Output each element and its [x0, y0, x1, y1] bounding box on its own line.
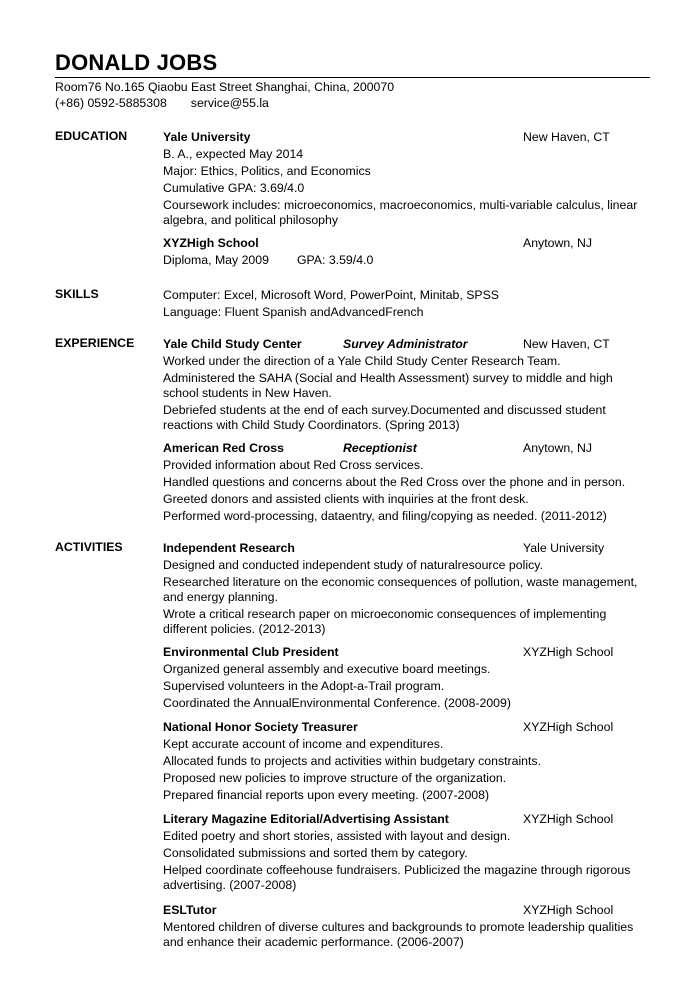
- entry-title: Environmental Club President: [163, 645, 339, 659]
- entry-title: Independent Research: [163, 541, 295, 555]
- entry-line: Designed and conducted independent study of naturalresource policy.: [163, 558, 543, 572]
- activity-entry-research: [163, 540, 643, 637]
- entry-title: XYZHigh School: [163, 236, 259, 250]
- contact-address: Room76 No.165 Qiaobu East Street Shanghai, China, 200070: [55, 80, 395, 94]
- header-divider: [55, 77, 650, 78]
- entry-location: Anytown, NJ: [523, 236, 593, 250]
- entry-title: American Red Cross: [163, 441, 284, 455]
- entry-title: Yale University: [163, 130, 251, 144]
- education-entry-yale: [163, 129, 643, 228]
- entry-header: [163, 540, 643, 556]
- entry-location: New Haven, CT: [523, 130, 610, 144]
- resume-name: DONALD JOBS: [55, 50, 218, 75]
- entry-line: Administered the SAHA (Social and Health Assessment) survey to middle and high school students in New Haven.: [163, 371, 613, 400]
- entry-header: [163, 129, 643, 145]
- entry-line: Proposed new policies to improve structure of the organization.: [163, 771, 507, 785]
- activity-entry-nhs: [163, 719, 643, 803]
- contact-email: service@55.la: [190, 96, 269, 110]
- entry-line: Handled questions and concerns about the Red Cross over the phone and in person.: [163, 475, 626, 489]
- activity-entry-env-club: [163, 644, 643, 711]
- entry-line: Cumulative GPA: 3.69/4.0: [163, 181, 305, 195]
- entry-header: [163, 811, 643, 827]
- entry-location: Yale University: [523, 541, 605, 555]
- gpa-text: GPA: 3.59/4.0: [296, 253, 374, 267]
- entry-line: Kept accurate account of income and expenditures.: [163, 737, 444, 751]
- contact-line: [55, 95, 269, 111]
- contact-phone: (+86) 0592-5885308: [55, 96, 167, 110]
- entry-line: Greeted donors and assisted clients with inquiries at the front desk.: [163, 492, 529, 506]
- skills-block: [163, 287, 643, 320]
- entry-title: National Honor Society Treasurer: [163, 720, 358, 734]
- entry-line: Consolidated submissions and sorted them by category.: [163, 846, 468, 860]
- entry-header: [163, 644, 643, 660]
- entry-header: [163, 902, 643, 918]
- entry-header: [163, 336, 643, 352]
- entry-line: B. A., expected May 2014: [163, 147, 304, 161]
- entry-header: [163, 719, 643, 735]
- entry-line: Worked under the direction of a Yale Child Study Center Research Team.: [163, 354, 561, 368]
- entry-location: Anytown, NJ: [523, 441, 593, 455]
- section-label-skills: SKILLS: [55, 287, 99, 301]
- entry-line: Mentored children of diverse cultures and backgrounds to promote leadership qualities and enhance their academic performance. (2006-2007): [163, 920, 634, 949]
- entry-location: XYZHigh School: [523, 720, 614, 734]
- activity-entry-literary: [163, 811, 643, 893]
- experience-entry-red-cross: [163, 440, 643, 524]
- entry-role: Survey Administrator: [343, 337, 468, 351]
- skills-line: Computer: Excel, Microsoft Word, PowerPoint, Minitab, SPSS: [163, 288, 500, 302]
- entry-line: Major: Ethics, Politics, and Economics: [163, 164, 371, 178]
- entry-line: Prepared financial reports upon every meeting. (2007-2008): [163, 788, 490, 802]
- entry-title: Yale Child Study Center: [163, 337, 302, 351]
- section-label-activities: ACTIVITIES: [55, 540, 123, 554]
- entry-line: Allocated funds to projects and activities within budgetary constraints.: [163, 754, 541, 768]
- entry-title: ESLTutor: [163, 903, 217, 917]
- section-label-education: EDUCATION: [55, 129, 128, 143]
- entry-header: [163, 440, 643, 456]
- entry-line: Wrote a critical research paper on microeconomic consequences of implementing different policies. (2012-2013): [163, 607, 607, 636]
- entry-role: Receptionist: [343, 441, 417, 455]
- entry-line: Helped coordinate coffeehouse fundraisers. Publicized the magazine through rigorous advertising. (2007-2008): [163, 863, 631, 892]
- education-entry-highschool: [163, 235, 643, 268]
- entry-line: Supervised volunteers in the Adopt-a-Trail program.: [163, 679, 445, 693]
- skills-line: Language: Fluent Spanish andAdvancedFrench: [163, 305, 424, 319]
- entry-location: XYZHigh School: [523, 812, 614, 826]
- section-label-experience: EXPERIENCE: [55, 336, 135, 350]
- entry-line: Coursework includes: microeconomics, macroeconomics, multi-variable calculus, linear algebra, and political philosophy: [163, 198, 638, 227]
- entry-location: XYZHigh School: [523, 903, 614, 917]
- entry-line: Debriefed students at the end of each survey.Documented and discussed student reactions with Child Study Coordinators. (Spring 2013): [163, 403, 606, 432]
- activity-entry-esl: [163, 902, 643, 950]
- entry-location: New Haven, CT: [523, 337, 610, 351]
- entry-title: Literary Magazine Editorial/Advertising Assistant: [163, 812, 449, 826]
- entry-line: Edited poetry and short stories, assisted with layout and design.: [163, 829, 511, 843]
- entry-line: [163, 252, 643, 268]
- entry-header: [163, 235, 643, 251]
- entry-line: Researched literature on the economic consequences of pollution, waste management, and energy planning.: [163, 575, 638, 604]
- experience-entry-yale-csc: [163, 336, 643, 433]
- entry-line: Performed word-processing, dataentry, and filing/copying as needed. (2011-2012): [163, 509, 607, 523]
- entry-location: XYZHigh School: [523, 645, 614, 659]
- entry-line: Organized general assembly and executive board meetings.: [163, 662, 491, 676]
- entry-line: Provided information about Red Cross services.: [163, 458, 424, 472]
- diploma-text: Diploma, May 2009: [163, 253, 269, 267]
- entry-line: Coordinated the AnnualEnvironmental Conference. (2008-2009): [163, 696, 511, 710]
